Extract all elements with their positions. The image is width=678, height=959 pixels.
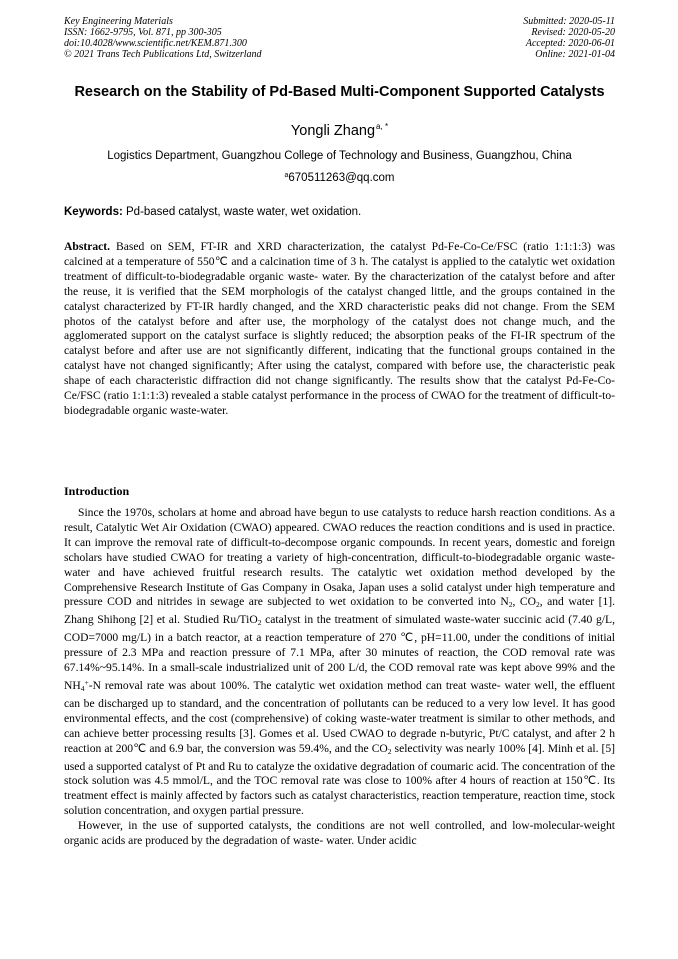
online-date: Online: 2021-01-04 xyxy=(535,49,615,60)
section-heading-introduction: Introduction xyxy=(64,484,130,498)
abstract xyxy=(64,240,615,419)
doi-line: doi:10.4028/www.scientific.net/KEM.871.300 xyxy=(64,38,247,49)
subscript: 2 xyxy=(387,746,392,756)
text-run: selectivity was nearly 100% [4]. Minh et al. [5] used a supported catalyst of Pt and Ru to catalyze the oxidative degradation of coumaric acid. The concentration of the stock solution was 4.5 mmol/L, and the TOC removal rate was close to 100% after 4 hours of reaction at 150℃. Its treatment effect is mainly affected by factors such as catalyst characteristics, reaction temperature, reaction time, stock solution concentration, and oxygen partial pressure. xyxy=(64,741,615,818)
abstract-label: Abstract. xyxy=(64,240,111,253)
author-marker: a, * xyxy=(376,122,389,131)
submitted-date: Submitted: 2020-05-11 xyxy=(523,16,615,27)
subscript: 2 xyxy=(508,600,513,610)
email-marker: a xyxy=(284,172,289,179)
journal-name: Key Engineering Materials xyxy=(64,16,173,27)
text-run: Since the 1970s, scholars at home and abroad have begun to use catalysts to reduce harsh reaction conditions. As a result, Catalytic Wet Air Oxidation (CWAO) appeared. CWAO reduces the reaction conditions and is used in practice. It can improve the removal rate of difficult-to-decompose organic compounds. In recent years, domestic and foreign scholars have studied CWAO for treating a variety of high-concentration, difficult-to-biodegradable organic waste- water and have achieved fruitful research results. The catalytic wet oxidation method developed by the Comprehensive Research Institute of Gas Company in Osaka, Japan uses a solid catalyst under high temperature and pressure COD and nitrides in sewage are subjected to wet oxidation to be converted into N xyxy=(64,506,615,609)
journal-info xyxy=(64,16,262,60)
issn-line: ISSN: 1662-9795, Vol. 871, pp 300-305 xyxy=(64,27,222,38)
text-run: -N removal rate was about 100%. The catalytic wet oxidation method can treat waste- water well, the effluent can be discharged up to standard, and the concentration of pollutants can be reduced to a very low level. It has good environmental effects, and the cost (comprehensive) of coking waste-water treatment is similar to other methods, and can achieve better processing results [3]. Gomes et al. Used CWAO to degrade n-butyric, Pt/C catalyst, and after 2 h reaction at 200℃ and 6.9 bar, the conversion was 59.4%, and the CO xyxy=(64,678,615,755)
superscript: + xyxy=(84,677,89,687)
paper-title: Research on the Stability of Pd-Based Multi-Component Supported Catalysts xyxy=(74,84,605,100)
subscript: 2 xyxy=(535,600,540,610)
subscript: 2 xyxy=(257,618,262,628)
introduction-body xyxy=(64,506,615,849)
accepted-date: Accepted: 2020-06-01 xyxy=(525,38,615,49)
keywords xyxy=(64,206,615,218)
email-line xyxy=(64,172,615,184)
abstract-text: Based on SEM, FT-IR and XRD characterization, the catalyst Pd-Fe-Co-Ce/FSC (ratio 1:1:1:3) was calcined at a temperature of 550℃ and a calcination time of 3 h. The catalyst is applied to the catalytic wet oxidation treatment of difficult-to-biodegradable organic waste- water. By the characterization of the catalyst before and after the reuse, it is verified that the SEM morphologis of the catalyst changed little, and the groups contained in the catalyst characterized by FT-IR hardly changed, and the XRD characteristic peaks did not change. From the SEM photos of the catalyst before and after use, the morphology of the catalyst does not change much, and the agglomerated support on the catalyst surface is slightly reduced; the absorption peaks of the FI-IR spectrum of the catalyst before and after use are not significantly different, indicating that the functional groups contained in the catalyst have not changed significantly; After using the catalyst, compared with before use, the characteristic peak shape of each characteristic diffraction did not change significantly. The results show that the catalyst Pd-Fe-Co-Ce/FSC (ratio 1:1:1:3) revealed a stable catalyst performance in the process of CWAO for the treatment of difficult-to-biodegradable organic waste-water. xyxy=(64,240,615,417)
submission-dates xyxy=(523,16,615,60)
keywords-label: Keywords: xyxy=(64,206,123,218)
revised-date: Revised: 2020-05-20 xyxy=(531,27,615,38)
text-run: catalyst in the treatment of simulated waste-water succinic acid (7.40 g/L, COD=7000 mg/L) in a batch reactor, at a reaction temperature of 270 ℃, pH=11.00, under the conditions of initial pressure of 2.3 MPa and reaction pressure of 7.1 MPa, after 30 minutes of reaction, the COD removal rate was 67.14%~95.14%. In a small-scale industrialized unit of 200 L/d, the COD removal rate was kept above 99% and the NH xyxy=(64,613,615,692)
author-line xyxy=(64,122,615,139)
copyright-line: © 2021 Trans Tech Publications Ltd, Switzerland xyxy=(64,49,262,60)
intro-paragraph-1 xyxy=(64,506,615,819)
intro-paragraph-2: However, in the use of supported catalysts, the conditions are not well controlled, and low-molecular-weight organic acids are produced by the degradation of waste- water. Under acidic xyxy=(64,819,615,848)
email-address: 670511263@qq.com xyxy=(288,172,395,184)
author-name: Yongli Zhang xyxy=(290,123,376,139)
text-run: , CO xyxy=(512,595,536,609)
affiliation: Logistics Department, Guangzhou College of Technology and Business, Guangzhou, China xyxy=(107,150,572,162)
subscript: 4 xyxy=(80,683,85,693)
keywords-text: Pd-based catalyst, waste water, wet oxidation. xyxy=(126,206,362,218)
text-run: , and water [1]. Zhang Shihong [2] et al. Studied Ru/TiO xyxy=(64,595,615,627)
